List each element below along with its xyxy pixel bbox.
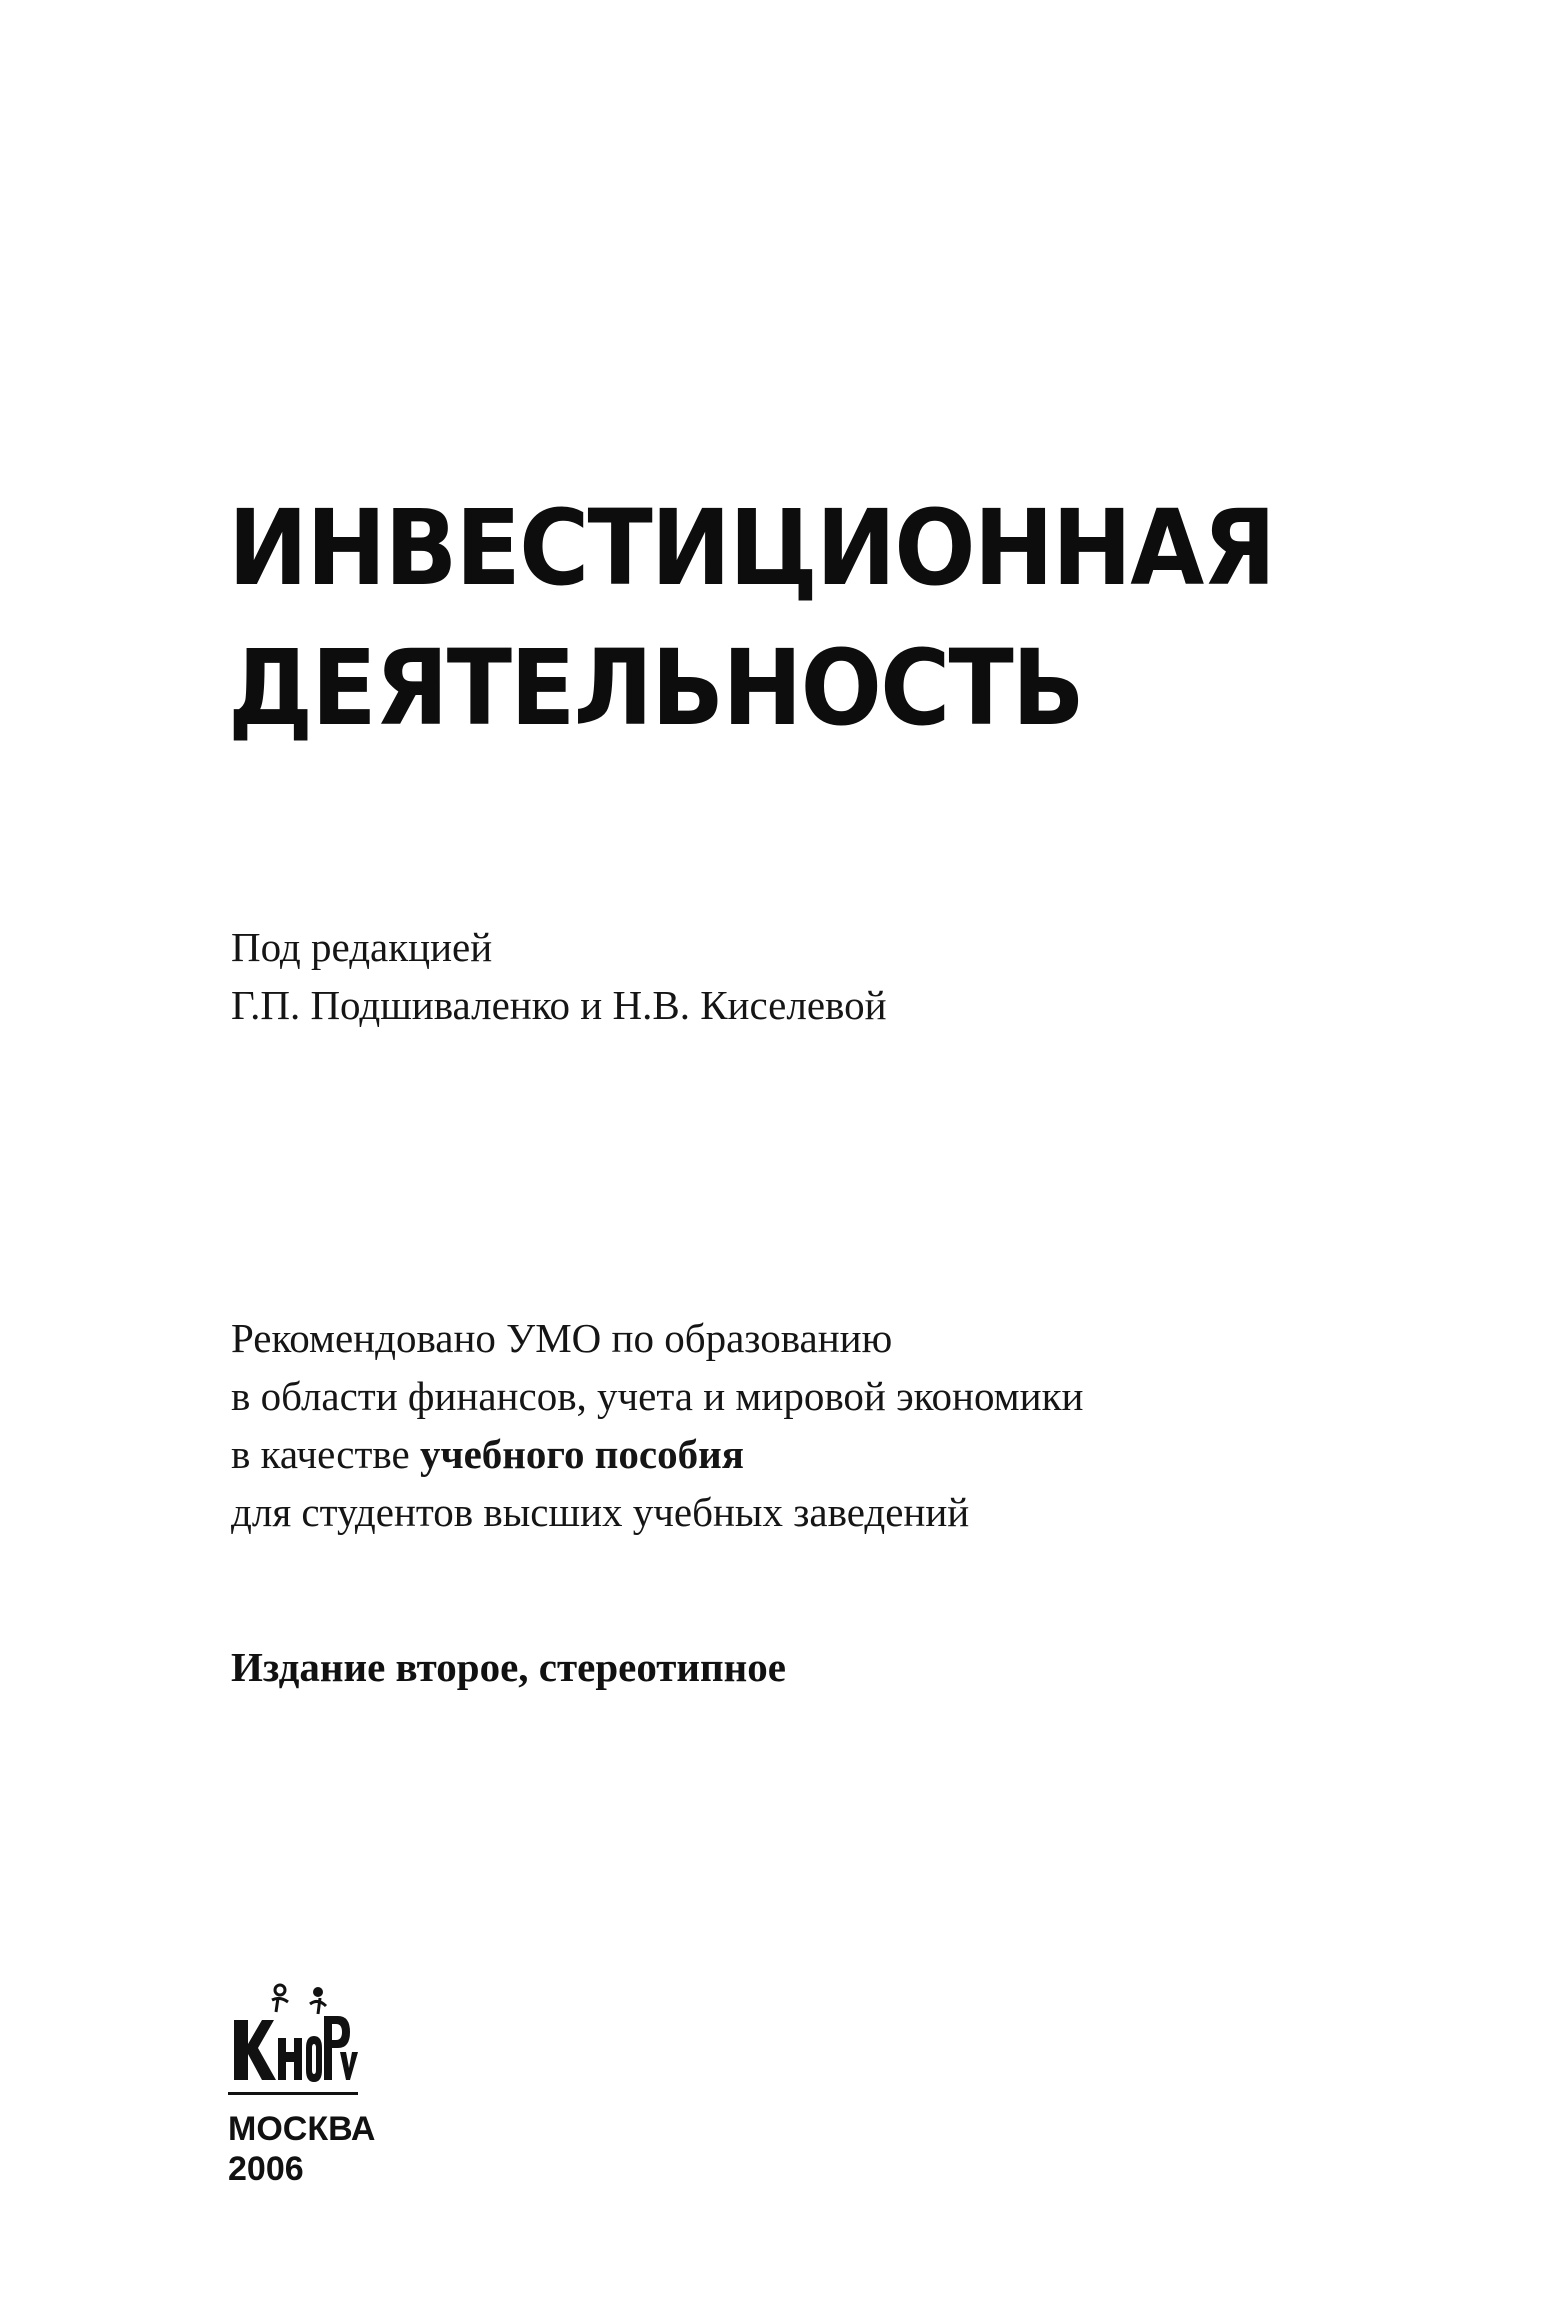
book-title-line-2: ДЕЯТЕЛЬНОСТЬ	[228, 627, 1084, 749]
knorus-logo-icon	[228, 1980, 358, 2090]
editors-prefix: Под редакцией	[231, 924, 493, 970]
recommendation-line-2: в области финансов, учета и мировой экономики	[231, 1373, 1084, 1419]
editors-block	[231, 918, 887, 1034]
recommendation-line-3-prefix: в качестве	[231, 1431, 410, 1477]
publisher-city: МОСКВА	[228, 2110, 376, 2148]
logo-underline	[228, 2092, 358, 2095]
recommendation-line-3-bold: учебного пособия	[419, 1431, 744, 1477]
recommendation-line-1: Рекомендовано УМО по образованию	[231, 1315, 893, 1361]
recommendation-line-3	[231, 1425, 1083, 1483]
edition-note: Издание второе, стереотипное	[231, 1644, 786, 1690]
book-title	[228, 478, 1274, 758]
book-title-line-1: ИНВЕСТИЦИОННАЯ	[228, 487, 1275, 609]
publisher-block	[228, 1980, 378, 2189]
publication-year: 2006	[228, 2150, 304, 2188]
editors-names: Г.П. Подшиваленко и Н.В. Киселевой	[231, 982, 887, 1028]
recommendation-block	[231, 1309, 1083, 1541]
recommendation-line-4: для студентов высших учебных заведений	[231, 1489, 970, 1535]
